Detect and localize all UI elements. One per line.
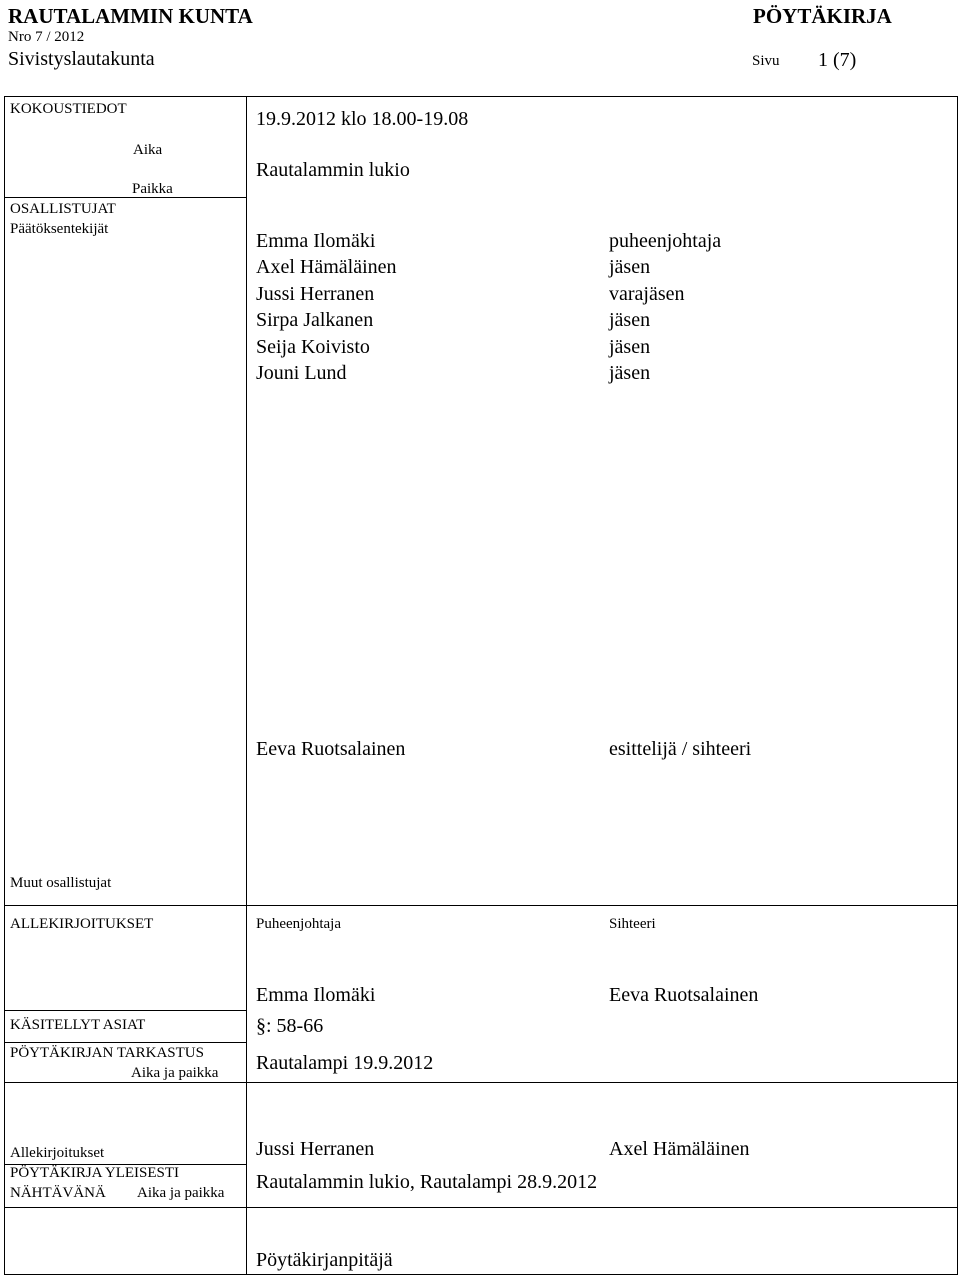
member-role: jäsen <box>609 336 651 358</box>
frame-bottom <box>4 1274 958 1275</box>
member-name: Jussi Herranen <box>256 283 375 305</box>
public-display-value: Rautalammin lukio, Rautalampi 28.9.2012 <box>256 1171 598 1193</box>
record-keeper-label: Pöytäkirjanpitäjä <box>256 1249 393 1271</box>
review-signatures-label: Allekirjoitukset <box>10 1145 105 1161</box>
member-role: puheenjohtaja <box>609 230 722 252</box>
member-name: Seija Koivisto <box>256 336 370 358</box>
page-label: Sivu <box>752 53 780 69</box>
member-name: Jouni Lund <box>256 362 347 384</box>
member-role: jäsen <box>609 362 651 384</box>
reviewer-2-name: Axel Hämäläinen <box>609 1138 750 1160</box>
separator-review <box>4 1042 247 1043</box>
separator-review-bottom <box>4 1082 958 1083</box>
member-name: Axel Hämäläinen <box>256 256 397 278</box>
review-time-place-label: Aika ja paikka <box>131 1065 219 1081</box>
document-type: PÖYTÄKIRJA <box>753 4 892 28</box>
chair-label: Puheenjohtaja <box>256 916 341 932</box>
public-display-label-2: NÄHTÄVÄNÄ <box>10 1185 106 1201</box>
review-label: PÖYTÄKIRJAN TARKASTUS <box>10 1045 204 1061</box>
member-role: jäsen <box>609 256 651 278</box>
chair-name: Emma Ilomäki <box>256 984 376 1006</box>
frame-top <box>4 96 958 97</box>
page-number: 1 (7) <box>818 49 857 71</box>
secretary-label: Sihteeri <box>609 916 656 932</box>
column-divider <box>246 96 247 1275</box>
separator-meeting <box>4 197 247 198</box>
secretary-name: Eeva Ruotsalainen <box>609 984 759 1006</box>
public-display-time-place-label: Aika ja paikka <box>137 1185 225 1201</box>
review-value: Rautalampi 19.9.2012 <box>256 1052 434 1074</box>
decision-makers-label: Päätöksentekijät <box>10 221 109 237</box>
frame-right <box>957 96 958 1275</box>
presenter-name: Eeva Ruotsalainen <box>256 738 406 760</box>
member-role: varajäsen <box>609 283 685 305</box>
time-label: Aika <box>133 142 163 158</box>
place-label: Paikka <box>132 181 173 197</box>
meeting-number: Nro 7 / 2012 <box>8 29 85 45</box>
other-participants-label: Muut osallistujat <box>10 875 112 891</box>
reviewer-1-name: Jussi Herranen <box>256 1138 375 1160</box>
signatures-label: ALLEKIRJOITUKSET <box>10 916 154 932</box>
time-value: 19.9.2012 klo 18.00-19.08 <box>256 108 469 130</box>
member-name: Emma Ilomäki <box>256 230 376 252</box>
meeting-info-label: KOKOUSTIEDOT <box>10 101 127 117</box>
items-value: §: 58-66 <box>256 1015 324 1037</box>
board-name: Sivistyslautakunta <box>8 48 155 70</box>
separator-public-bottom <box>4 1207 958 1208</box>
separator-signatures <box>4 905 958 906</box>
place-value: Rautalammin lukio <box>256 159 410 181</box>
member-role: jäsen <box>609 309 651 331</box>
frame-left <box>4 96 5 1275</box>
presenter-role: esittelijä / sihteeri <box>609 738 752 760</box>
separator-items <box>4 1010 247 1011</box>
items-label: KÄSITELLYT ASIAT <box>10 1017 146 1033</box>
municipality-name: RAUTALAMMIN KUNTA <box>8 4 253 28</box>
participants-label: OSALLISTUJAT <box>10 201 116 217</box>
public-display-label: PÖYTÄKIRJA YLEISESTI <box>10 1165 180 1181</box>
member-name: Sirpa Jalkanen <box>256 309 374 331</box>
